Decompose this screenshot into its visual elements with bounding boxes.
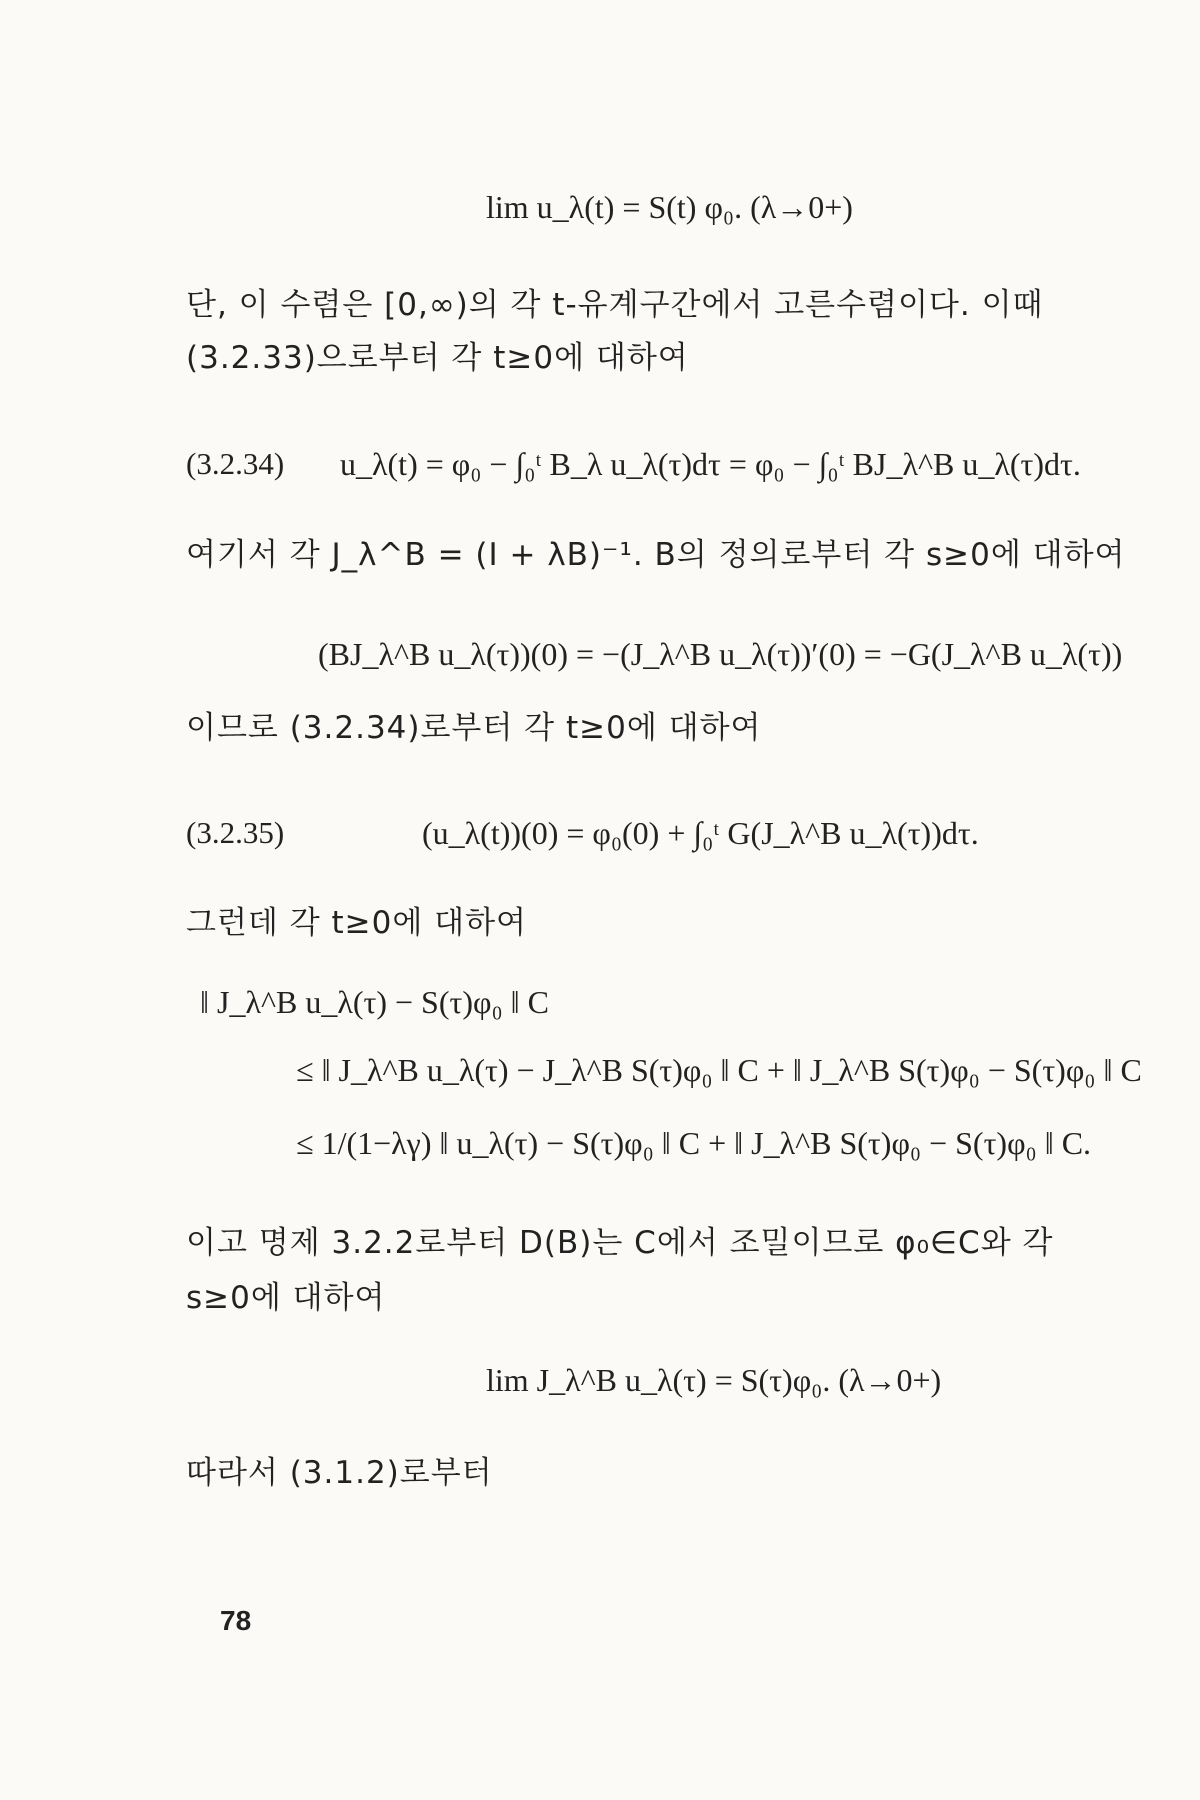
equation-3-2-35: (u_λ(t))(0) = φ₀(0) + ∫₀ᵗ G(J_λ^B u_λ(τ))dτ. [422,815,979,851]
equation-boundary: (BJ_λ^B u_λ(τ))(0) = −(J_λ^B u_λ(τ))′(0) = −G(J_λ^B u_λ(τ)) [318,636,1123,672]
paragraph-line-7: s≥0에 대하여 [186,1280,386,1316]
paragraph-line-4: 이므로 (3.2.34)로부터 각 t≥0에 대하여 [186,710,762,746]
paragraph-line-1: 단, 이 수렴은 [0,∞)의 각 t-유계구간에서 고른수렴이다. 이때 [186,287,1044,323]
norm-line-3: ≤ 1/(1−λγ) ‖ u_λ(τ) − S(τ)φ₀ ‖ C + ‖ J_λ^B S(τ)φ₀ − S(τ)φ₀ ‖ C. [296,1125,1092,1161]
equation-3-2-34: u_λ(t) = φ₀ − ∫₀ᵗ B_λ u_λ(τ)dτ = φ₀ − ∫₀ᵗ BJ_λ^B u_λ(τ)dτ. [340,446,1081,482]
paragraph-line-2: (3.2.33)으로부터 각 t≥0에 대하여 [186,340,689,376]
norm-line-1: ‖ J_λ^B u_λ(τ) − S(τ)φ₀ ‖ C [200,984,549,1020]
limit-equation-2: lim J_λ^B u_λ(τ) = S(τ)φ₀. (λ→0+) [486,1362,942,1398]
paragraph-line-8: 따라서 (3.1.2)로부터 [186,1455,493,1491]
paragraph-line-5: 그런데 각 t≥0에 대하여 [186,905,527,941]
limit-equation-1: lim u_λ(t) = S(t) φ₀. (λ→0+) [486,189,853,225]
equation-number-3-2-34: (3.2.34) [186,446,285,481]
paragraph-line-3: 여기서 각 J_λ^B = (I + λB)⁻¹. B의 정의로부터 각 s≥0에 대하여 [186,537,1126,573]
page-number: 78 [220,1605,252,1636]
equation-number-3-2-35: (3.2.35) [186,815,285,850]
paragraph-line-6: 이고 명제 3.2.2로부터 D(B)는 C에서 조밀이므로 φ₀∈C와 각 [186,1225,1054,1261]
norm-line-2: ≤ ‖ J_λ^B u_λ(τ) − J_λ^B S(τ)φ₀ ‖ C + ‖ J_λ^B S(τ)φ₀ − S(τ)φ₀ ‖ C [296,1052,1142,1088]
